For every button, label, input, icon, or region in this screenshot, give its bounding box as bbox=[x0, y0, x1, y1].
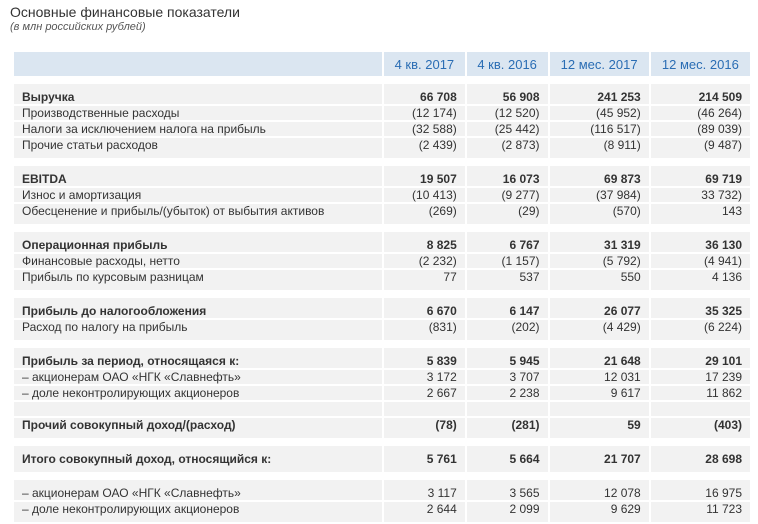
value-cell: (269) bbox=[384, 204, 465, 224]
row-label: – акционерам ОАО «НГК «Славнефть» bbox=[14, 480, 382, 500]
row-label: – доле неконтролирующих акционеров bbox=[14, 386, 382, 400]
financial-table bbox=[12, 50, 752, 524]
row-label: Расход по налогу на прибыль bbox=[14, 320, 382, 340]
value-cell: 2 238 bbox=[467, 386, 548, 400]
row-label: Итого совокупный доход, относящийся к: bbox=[14, 446, 382, 472]
value-cell: (12 520) bbox=[467, 106, 548, 120]
table-row bbox=[14, 370, 750, 384]
value-cell: (10 413) bbox=[384, 188, 465, 202]
value-cell: (37 984) bbox=[550, 188, 649, 202]
value-cell: 241 253 bbox=[550, 84, 649, 104]
table-row bbox=[14, 320, 750, 340]
value-cell: (2 232) bbox=[384, 254, 465, 268]
value-cell: 66 708 bbox=[384, 84, 465, 104]
value-cell: (6 224) bbox=[651, 320, 750, 340]
column-header-q4-2016: 4 кв. 2016 bbox=[467, 52, 548, 76]
value-cell: (4 429) bbox=[550, 320, 649, 340]
value-cell: (831) bbox=[384, 320, 465, 340]
row-label: Прибыль по курсовым разницам bbox=[14, 270, 382, 290]
value-cell: (32 588) bbox=[384, 122, 465, 136]
value-cell: 4 136 bbox=[651, 270, 750, 290]
table-row bbox=[14, 254, 750, 268]
row-label: Прочие статьи расходов bbox=[14, 138, 382, 158]
value-cell: (570) bbox=[550, 204, 649, 224]
value-cell: 5 839 bbox=[384, 348, 465, 368]
value-cell: (202) bbox=[467, 320, 548, 340]
row-label: EBITDA bbox=[14, 166, 382, 186]
value-cell: (25 442) bbox=[467, 122, 548, 136]
value-cell: 6 147 bbox=[467, 298, 548, 318]
value-cell: 3 117 bbox=[384, 480, 465, 500]
value-cell: (116 517) bbox=[550, 122, 649, 136]
value-cell: (5 792) bbox=[550, 254, 649, 268]
value-cell: (9 277) bbox=[467, 188, 548, 202]
header-empty-cell bbox=[14, 52, 382, 76]
table-body bbox=[14, 78, 750, 522]
value-cell: 21 707 bbox=[550, 446, 649, 472]
value-cell: 17 239 bbox=[651, 370, 750, 384]
row-label bbox=[14, 402, 382, 416]
value-cell: 143 bbox=[651, 204, 750, 224]
value-cell: (2 873) bbox=[467, 138, 548, 158]
value-cell: (8 911) bbox=[550, 138, 649, 158]
value-cell: 6 670 bbox=[384, 298, 465, 318]
value-cell: 11 862 bbox=[651, 386, 750, 400]
row-label: Прибыль до налогообложения bbox=[14, 298, 382, 318]
group-spacer-cell bbox=[14, 440, 750, 444]
group-spacer bbox=[14, 226, 750, 230]
value-cell: 26 077 bbox=[550, 298, 649, 318]
table-row bbox=[14, 418, 750, 438]
value-cell: 21 648 bbox=[550, 348, 649, 368]
value-cell: 5 664 bbox=[467, 446, 548, 472]
table-row bbox=[14, 386, 750, 400]
group-spacer-cell bbox=[14, 226, 750, 230]
value-cell: 12 078 bbox=[550, 480, 649, 500]
table-row bbox=[14, 446, 750, 472]
value-cell: 11 723 bbox=[651, 502, 750, 522]
header-row bbox=[14, 52, 750, 76]
value-cell: 3 707 bbox=[467, 370, 548, 384]
value-cell: 31 319 bbox=[550, 232, 649, 252]
page-title: Основные финансовые показатели bbox=[10, 4, 240, 20]
table-row bbox=[14, 138, 750, 158]
value-cell: (281) bbox=[467, 418, 548, 438]
group-spacer bbox=[14, 440, 750, 444]
page-subtitle: (в млн российских рублей) bbox=[10, 21, 146, 33]
value-cell: 9 617 bbox=[550, 386, 649, 400]
table-row bbox=[14, 402, 750, 416]
table-row bbox=[14, 298, 750, 318]
value-cell: 537 bbox=[467, 270, 548, 290]
value-cell: (4 941) bbox=[651, 254, 750, 268]
value-cell: 29 101 bbox=[651, 348, 750, 368]
value-cell: (403) bbox=[651, 418, 750, 438]
value-cell: (46 264) bbox=[651, 106, 750, 120]
value-cell: (1 157) bbox=[467, 254, 548, 268]
group-spacer-cell bbox=[14, 342, 750, 346]
group-spacer bbox=[14, 292, 750, 296]
table-row bbox=[14, 204, 750, 224]
table-row bbox=[14, 84, 750, 104]
table-row bbox=[14, 270, 750, 290]
table-row bbox=[14, 188, 750, 202]
value-cell: 5 945 bbox=[467, 348, 548, 368]
row-label: Финансовые расходы, нетто bbox=[14, 254, 382, 268]
value-cell: (78) bbox=[384, 418, 465, 438]
row-label: Обесценение и прибыль/(убыток) от выбытия активов bbox=[14, 204, 382, 224]
column-header-q4-2017: 4 кв. 2017 bbox=[384, 52, 465, 76]
value-cell bbox=[467, 402, 548, 416]
column-header-12m-2017: 12 мес. 2017 bbox=[550, 52, 649, 76]
value-cell: 2 644 bbox=[384, 502, 465, 522]
table-row bbox=[14, 106, 750, 120]
group-spacer bbox=[14, 474, 750, 478]
row-label: Прочий совокупный доход/(расход) bbox=[14, 418, 382, 438]
value-cell: 3 565 bbox=[467, 480, 548, 500]
value-cell: (45 952) bbox=[550, 106, 649, 120]
value-cell bbox=[384, 402, 465, 416]
value-cell bbox=[651, 402, 750, 416]
value-cell: 2 099 bbox=[467, 502, 548, 522]
table-row bbox=[14, 348, 750, 368]
value-cell: 2 667 bbox=[384, 386, 465, 400]
value-cell: 36 130 bbox=[651, 232, 750, 252]
value-cell: (9 487) bbox=[651, 138, 750, 158]
value-cell: 550 bbox=[550, 270, 649, 290]
value-cell: 69 873 bbox=[550, 166, 649, 186]
value-cell: 214 509 bbox=[651, 84, 750, 104]
row-label: Прибыль за период, относящаяся к: bbox=[14, 348, 382, 368]
value-cell: 33 732) bbox=[651, 188, 750, 202]
row-label: – акционерам ОАО «НГК «Славнефть» bbox=[14, 370, 382, 384]
value-cell: 8 825 bbox=[384, 232, 465, 252]
value-cell: 3 172 bbox=[384, 370, 465, 384]
value-cell bbox=[550, 402, 649, 416]
value-cell: 16 975 bbox=[651, 480, 750, 500]
value-cell: (29) bbox=[467, 204, 548, 224]
table-row bbox=[14, 166, 750, 186]
group-spacer bbox=[14, 342, 750, 346]
table-row bbox=[14, 232, 750, 252]
row-label: Операционная прибыль bbox=[14, 232, 382, 252]
value-cell: 19 507 bbox=[384, 166, 465, 186]
table-row bbox=[14, 502, 750, 522]
value-cell: 5 761 bbox=[384, 446, 465, 472]
group-spacer-cell bbox=[14, 292, 750, 296]
group-spacer-cell bbox=[14, 160, 750, 164]
value-cell: 9 629 bbox=[550, 502, 649, 522]
value-cell: 6 767 bbox=[467, 232, 548, 252]
group-spacer bbox=[14, 160, 750, 164]
value-cell: 77 bbox=[384, 270, 465, 290]
value-cell: (89 039) bbox=[651, 122, 750, 136]
row-label: – доле неконтролирующих акционеров bbox=[14, 502, 382, 522]
value-cell: 59 bbox=[550, 418, 649, 438]
group-spacer-cell bbox=[14, 474, 750, 478]
column-header-12m-2016: 12 мес. 2016 bbox=[651, 52, 750, 76]
value-cell: 56 908 bbox=[467, 84, 548, 104]
group-spacer bbox=[14, 78, 750, 82]
value-cell: 35 325 bbox=[651, 298, 750, 318]
row-label: Производственные расходы bbox=[14, 106, 382, 120]
table-row bbox=[14, 480, 750, 500]
value-cell: (12 174) bbox=[384, 106, 465, 120]
row-label: Износ и амортизация bbox=[14, 188, 382, 202]
group-spacer-cell bbox=[14, 78, 750, 82]
value-cell: 12 031 bbox=[550, 370, 649, 384]
row-label: Выручка bbox=[14, 84, 382, 104]
value-cell: (2 439) bbox=[384, 138, 465, 158]
table-row bbox=[14, 122, 750, 136]
value-cell: 28 698 bbox=[651, 446, 750, 472]
row-label: Налоги за исключением налога на прибыль bbox=[14, 122, 382, 136]
value-cell: 69 719 bbox=[651, 166, 750, 186]
value-cell: 16 073 bbox=[467, 166, 548, 186]
